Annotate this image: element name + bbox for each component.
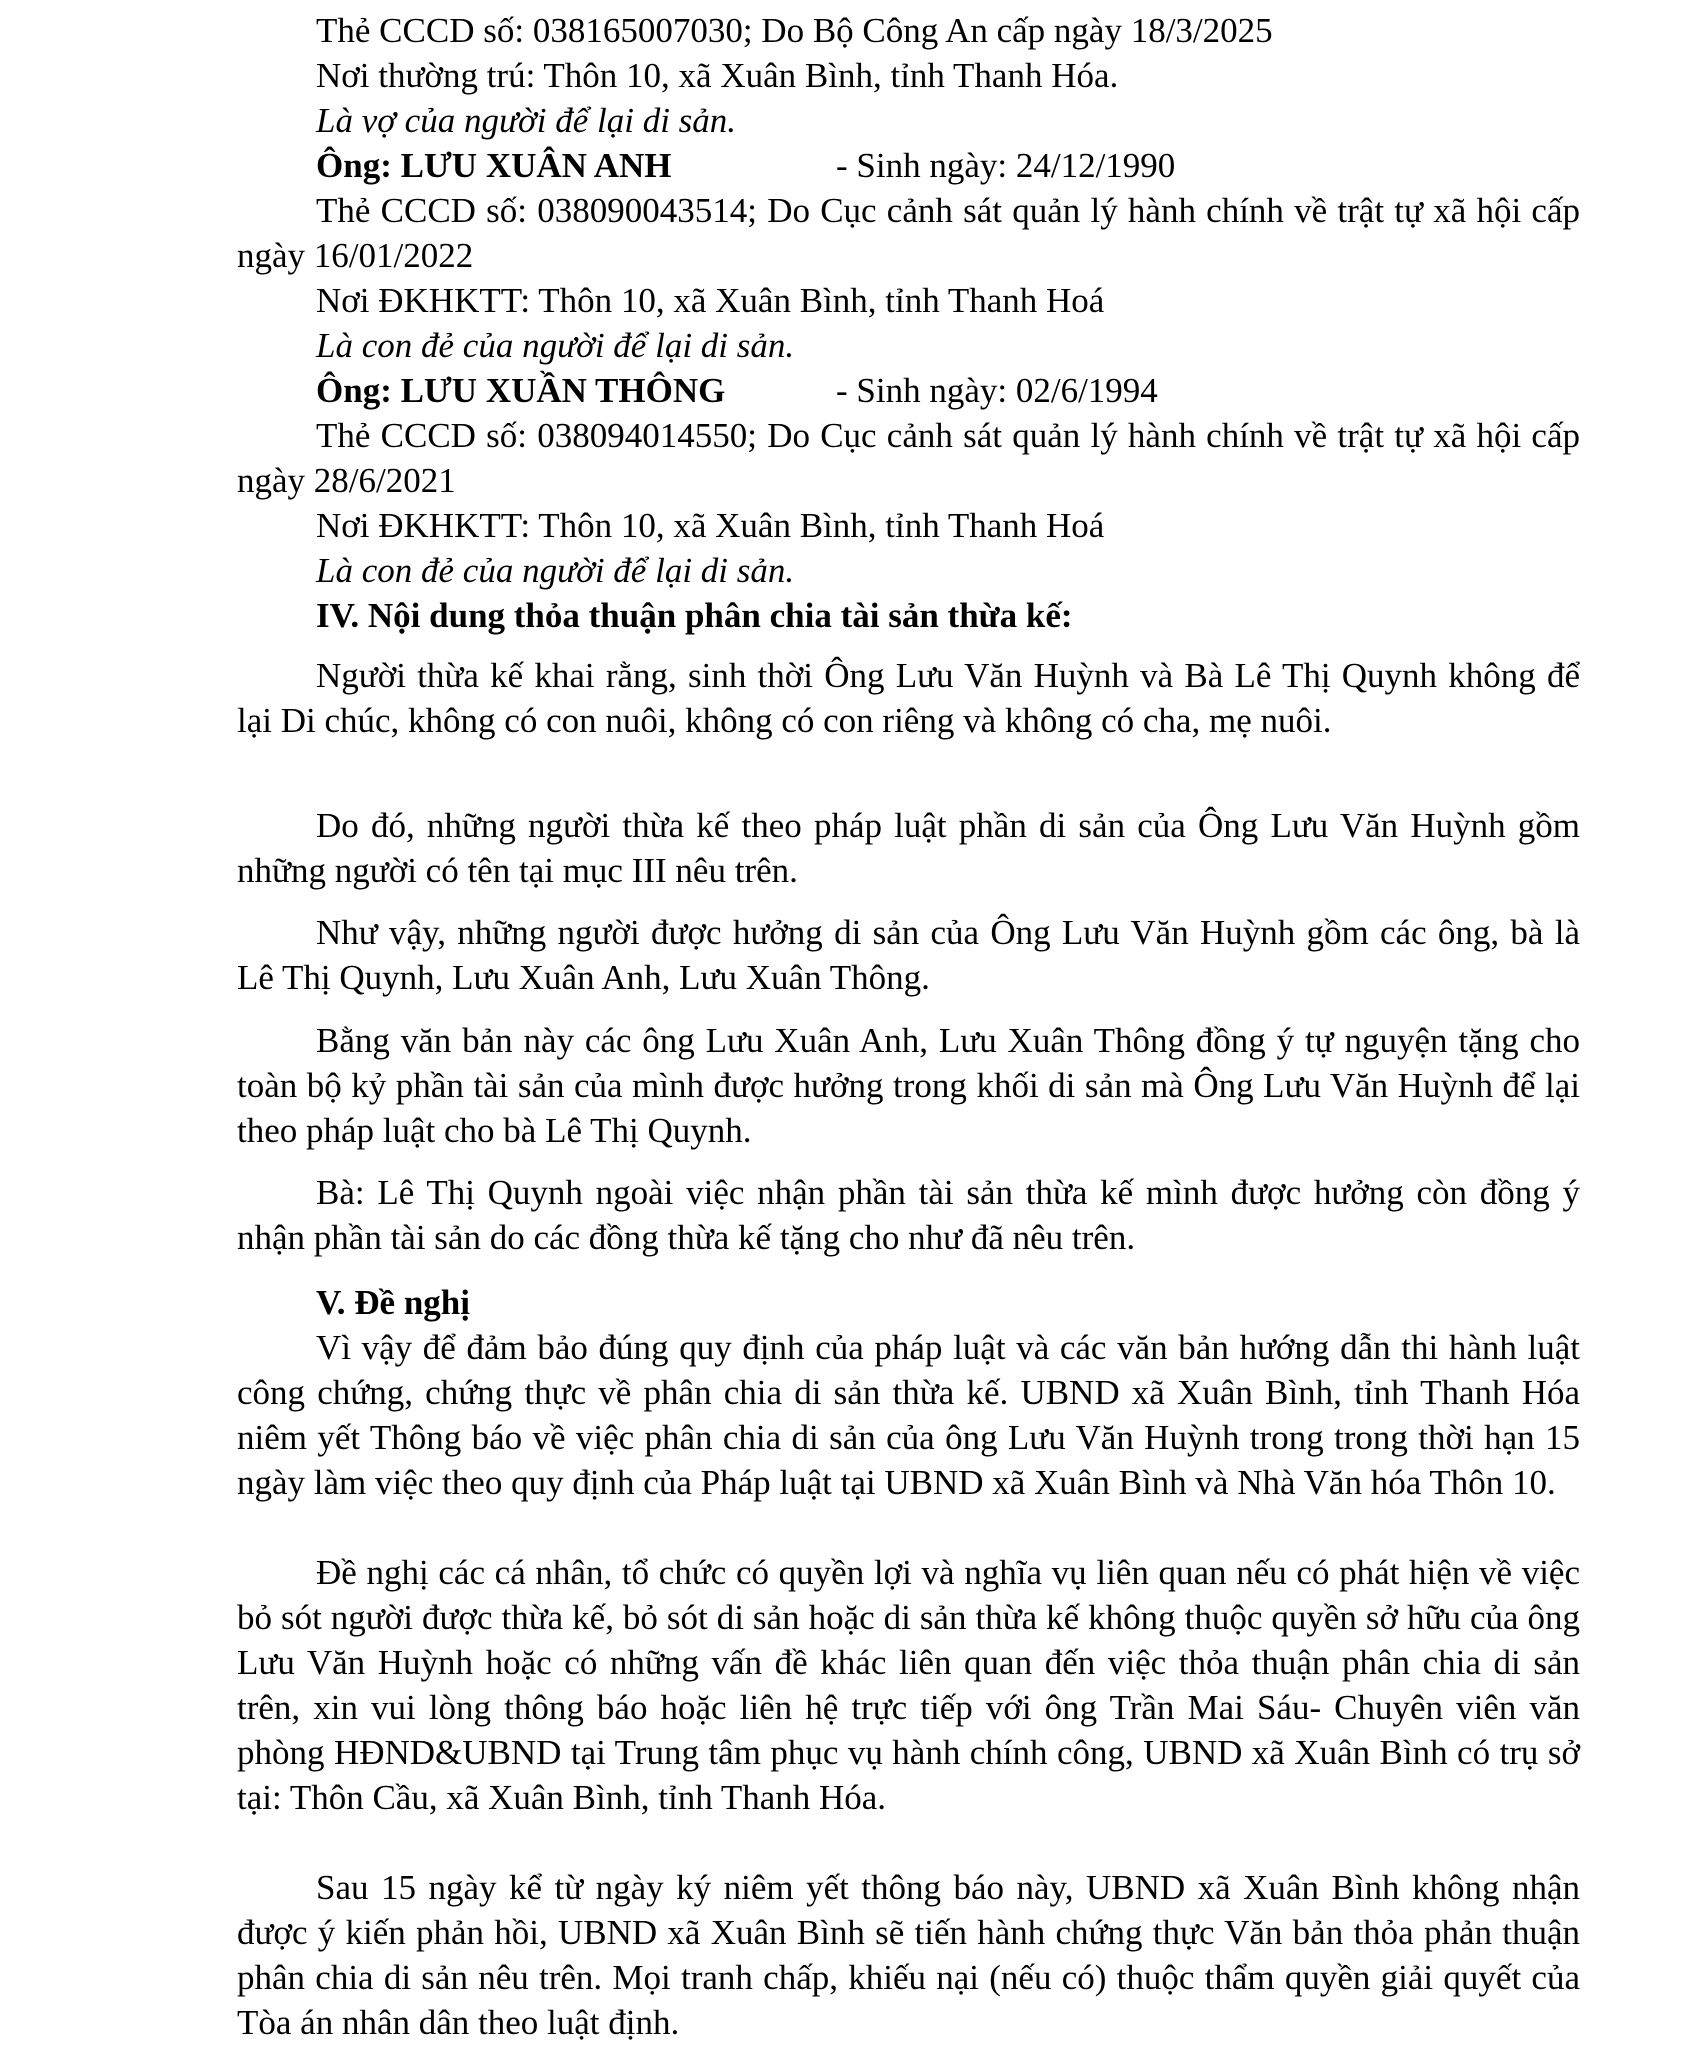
heir-2-relation: Là con đẻ của người để lại di sản. xyxy=(316,551,795,590)
heir-1-header xyxy=(316,143,1176,188)
section-5-paragraph-3: Sau 15 ngày kể từ ngày ký niêm yết thông báo này, UBND xã Xuân Bình không nhận được ý kiến phản hồi, UBND xã Xuân Bình sẽ tiến hành chứng thực Văn bản thỏa phản thuận phân chia di sản nêu trên. Mọi tranh chấp, khiếu nại (nếu có) thuộc thẩm quyền giải quyết của Tòa án nhân dân theo luật định. xyxy=(237,1868,1580,2042)
heir-2-residence: Nơi ĐKHKTT: Thôn 10, xã Xuân Bình, tỉnh Thanh Hoá xyxy=(316,506,1105,545)
heir-1-dob: - Sinh ngày: 24/12/1990 xyxy=(836,146,1176,185)
heir-2-dob: - Sinh ngày: 02/6/1994 xyxy=(836,371,1158,410)
heir-2-name: Ông: LƯU XUẦN THÔNG xyxy=(316,371,726,410)
section-4-paragraph-2: Do đó, những người thừa kế theo pháp luật phần di sản của Ông Lưu Văn Huỳnh gồm những người có tên tại mục III nêu trên. xyxy=(237,806,1580,890)
heir-1-relation: Là con đẻ của người để lại di sản. xyxy=(316,326,795,365)
heir-1-name: Ông: LƯU XUÂN ANH xyxy=(316,146,672,185)
section-4-paragraph-3: Như vậy, những người được hưởng di sản của Ông Lưu Văn Huỳnh gồm các ông, bà là Lê Thị Quynh, Lưu Xuân Anh, Lưu Xuân Thông. xyxy=(237,913,1580,997)
wife-residence: Nơi thường trú: Thôn 10, xã Xuân Bình, tỉnh Thanh Hóa. xyxy=(316,56,1119,95)
section-4-paragraph-4: Bằng văn bản này các ông Lưu Xuân Anh, Lưu Xuân Thông đồng ý tự nguyện tặng cho toàn bộ kỷ phần tài sản của mình được hưởng trong khối di sản mà Ông Lưu Văn Huỳnh để lại theo pháp luật cho bà Lê Thị Quynh. xyxy=(237,1021,1580,1150)
section-4-paragraph-5: Bà: Lê Thị Quynh ngoài việc nhận phần tài sản thừa kế mình được hưởng còn đồng ý nhận phần tài sản do các đồng thừa kế tặng cho như đã nêu trên. xyxy=(237,1173,1580,1257)
section-4-paragraph-1: Người thừa kế khai rằng, sinh thời Ông Lưu Văn Huỳnh và Bà Lê Thị Quynh không để lại Di chúc, không có con nuôi, không có con riêng và không có cha, mẹ nuôi. xyxy=(237,656,1580,740)
wife-cccd: Thẻ CCCD số: 038165007030; Do Bộ Công An cấp ngày 18/3/2025 xyxy=(316,11,1273,50)
section-4-heading: IV. Nội dung thỏa thuận phân chia tài sản thừa kế: xyxy=(316,596,1073,635)
heir-2-header xyxy=(316,368,1158,413)
wife-relation: Là vợ của người để lại di sản. xyxy=(316,101,737,140)
heir-1-cccd: Thẻ CCCD số: 038090043514; Do Cục cảnh sát quản lý hành chính về trật tự xã hội cấp ngày 16/01/2022 xyxy=(237,191,1580,275)
heir-1-residence: Nơi ĐKHKTT: Thôn 10, xã Xuân Bình, tỉnh Thanh Hoá xyxy=(316,281,1105,320)
heir-2-cccd: Thẻ CCCD số: 038094014550; Do Cục cảnh sát quản lý hành chính về trật tự xã hội cấp ngày 28/6/2021 xyxy=(237,416,1580,500)
section-5-paragraph-2: Đề nghị các cá nhân, tổ chức có quyền lợi và nghĩa vụ liên quan nếu có phát hiện về việc bỏ sót người được thừa kế, bỏ sót di sản hoặc di sản thừa kế không thuộc quyền sở hữu của ông Lưu Văn Huỳnh hoặc có những vấn đề khác liên quan đến việc thỏa thuận phân chia di sản trên, xin vui lòng thông báo hoặc liên hệ trực tiếp với ông Trần Mai Sáu- Chuyên viên văn phòng HĐND&UBND tại Trung tâm phục vụ hành chính công, UBND xã Xuân Bình có trụ sở tại: Thôn Cầu, xã Xuân Bình, tỉnh Thanh Hóa. xyxy=(237,1553,1580,1817)
section-5-paragraph-1: Vì vậy để đảm bảo đúng quy định của pháp luật và các văn bản hướng dẫn thi hành luật công chứng, chứng thực về phân chia di sản thừa kế. UBND xã Xuân Bình, tỉnh Thanh Hóa niêm yết Thông báo về việc phân chia di sản của ông Lưu Văn Huỳnh trong trong thời hạn 15 ngày làm việc theo quy định của Pháp luật tại UBND xã Xuân Bình và Nhà Văn hóa Thôn 10. xyxy=(237,1328,1580,1502)
section-5-heading: V. Đề nghị xyxy=(316,1283,470,1322)
